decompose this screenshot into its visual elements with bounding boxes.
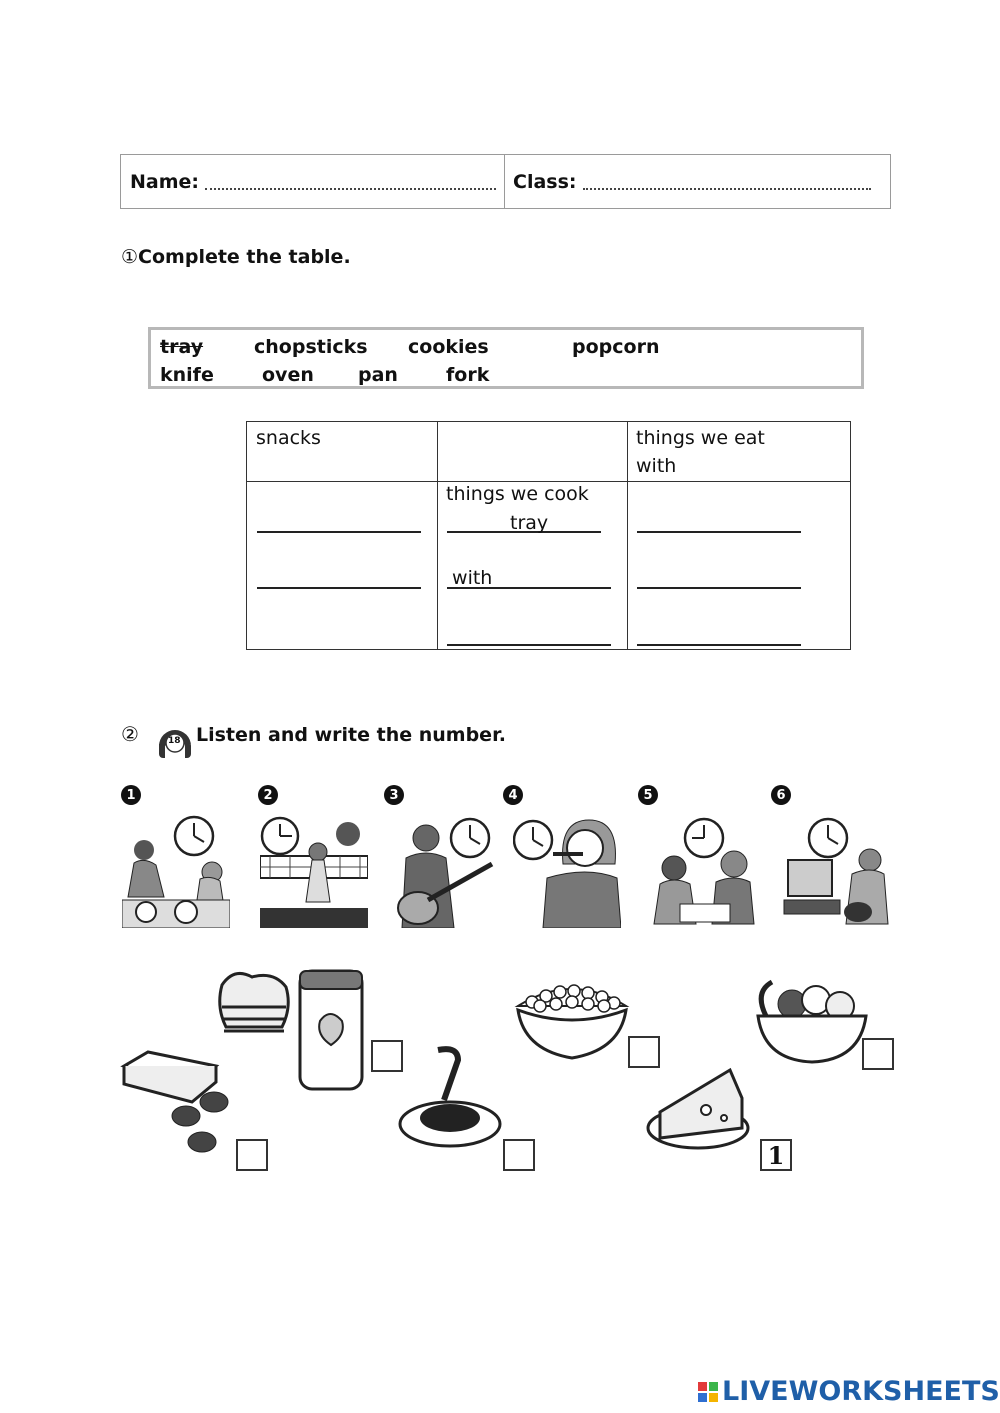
watching-tv-illustration — [782, 812, 890, 928]
bread-and-jam-illustration — [218, 963, 368, 1093]
cook-blank-3[interactable] — [447, 644, 611, 646]
audio-track-number: 18 — [168, 736, 181, 746]
section1-marker: ① — [121, 246, 139, 268]
scene-playing-volleyball — [260, 812, 368, 928]
eat-blank-1[interactable] — [637, 531, 801, 533]
homework-illustration — [650, 812, 758, 928]
spaghetti-illustration — [396, 1046, 506, 1150]
answer-box-bread-and-jam[interactable] — [371, 1040, 403, 1072]
scene-playing-guitar — [388, 812, 496, 928]
word-chopsticks: chopsticks — [254, 336, 368, 358]
guitar-illustration — [388, 812, 496, 928]
scene-doing-homework — [650, 812, 758, 928]
logo-text: LIVEWORKSHEETS — [722, 1376, 1000, 1407]
section1-heading — [121, 246, 351, 268]
word-oven: oven — [262, 364, 314, 386]
name-input-line[interactable] — [205, 188, 496, 190]
snacks-blank-1[interactable] — [257, 531, 421, 533]
word-fork: fork — [446, 364, 490, 386]
scene-number-5: 5 — [638, 785, 658, 805]
word-tray: tray — [160, 336, 204, 358]
answer-box-fruit-bowl[interactable] — [862, 1038, 894, 1070]
scene-number-6: 6 — [771, 785, 791, 805]
class-label: Class: — [513, 170, 577, 193]
word-cookies: cookies — [408, 336, 489, 358]
class-input-line[interactable] — [583, 188, 872, 190]
cookies-illustration — [118, 1046, 238, 1162]
header-eat-with — [636, 424, 765, 480]
word-pan: pan — [358, 364, 398, 386]
section2-marker: ② — [121, 722, 139, 746]
cheese-illustration — [646, 1066, 750, 1150]
header-cook-line1: things we cook — [446, 483, 589, 505]
answer-box-popcorn[interactable] — [628, 1036, 660, 1068]
food-cheese — [646, 1066, 750, 1150]
food-spaghetti — [396, 1046, 506, 1150]
section2-instruction: Listen and write the number. — [196, 724, 506, 746]
answer-box-cheese: 1 — [760, 1139, 792, 1171]
header-eat-line1: things we eat — [636, 427, 765, 449]
header-snacks-text: snacks — [256, 427, 321, 449]
section1-instruction: Complete the table. — [138, 246, 351, 268]
eat-blank-3[interactable] — [637, 644, 801, 646]
food-popcorn — [512, 984, 632, 1060]
eating-pizza-illustration — [122, 812, 230, 928]
food-cookies — [118, 1046, 238, 1162]
scene-number-2: 2 — [258, 785, 278, 805]
scene-eating-pizza — [122, 812, 230, 928]
food-bread-and-jam — [218, 963, 368, 1093]
header-snacks — [256, 424, 321, 452]
header-cook-line2: with — [446, 567, 493, 589]
word-bank — [148, 327, 864, 389]
header-cook-with — [446, 424, 589, 648]
cell-divider — [504, 155, 505, 208]
word-popcorn: popcorn — [572, 336, 660, 358]
liveworksheets-logo — [698, 1376, 1000, 1407]
name-class-box — [120, 154, 891, 209]
name-cell — [130, 155, 496, 208]
fruit-bowl-illustration — [754, 976, 868, 1066]
answer-box-spaghetti[interactable] — [503, 1139, 535, 1171]
popcorn-illustration — [512, 984, 632, 1060]
snacks-blank-2[interactable] — [257, 587, 421, 589]
scene-number-1: 1 — [121, 785, 141, 805]
answer-box-cookies[interactable] — [236, 1139, 268, 1171]
table-column-divider — [437, 422, 438, 649]
name-label: Name: — [130, 170, 200, 193]
word-knife: knife — [160, 364, 214, 386]
eat-blank-2[interactable] — [637, 587, 801, 589]
scene-brushing-teeth — [513, 812, 621, 928]
audio-track-icon[interactable] — [155, 726, 195, 766]
scene-number-4: 4 — [503, 785, 523, 805]
volleyball-illustration — [260, 812, 368, 928]
table-column-divider — [627, 422, 628, 649]
example-answer-tray: tray — [510, 512, 549, 534]
cook-blank-2[interactable] — [447, 587, 611, 589]
sorting-table — [246, 421, 851, 650]
logo-mark-icon — [698, 1382, 718, 1402]
scene-watching-tv — [782, 812, 890, 928]
brushing-teeth-illustration — [513, 812, 621, 928]
header-eat-line2: with — [636, 455, 677, 477]
scene-number-3: 3 — [384, 785, 404, 805]
class-cell — [513, 155, 871, 208]
food-fruit-bowl — [754, 976, 868, 1066]
